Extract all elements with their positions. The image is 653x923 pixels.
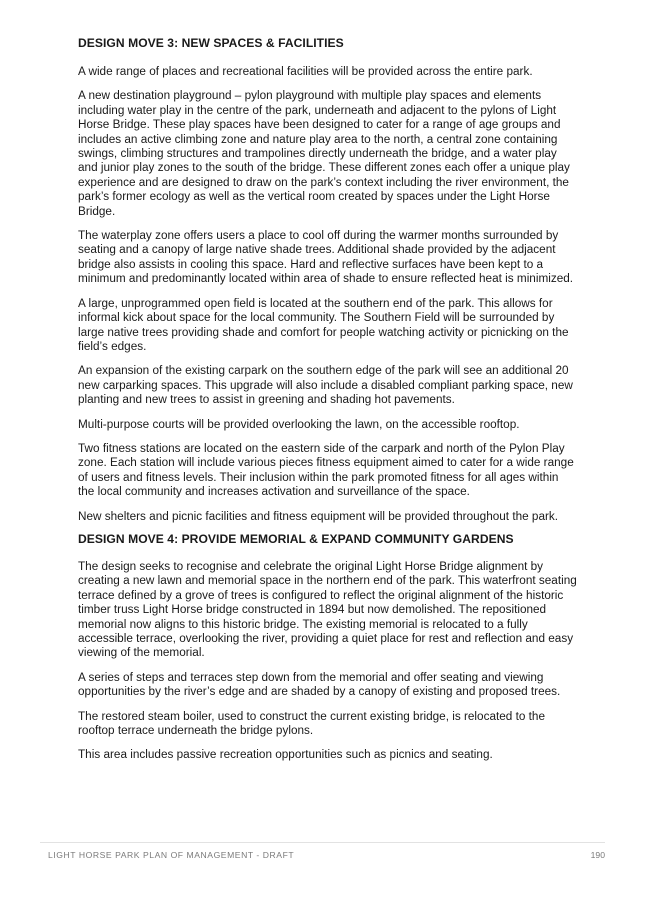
paragraph: A series of steps and terraces step down from the memorial and offer seating and viewing opportunities by the river’s edge and are shaded by a canopy of existing and proposed trees. — [78, 670, 561, 699]
paragraph: The restored steam boiler, used to construct the current existing bridge, is relocated to the rooftop terrace underneath the bridge pylons. — [78, 709, 545, 738]
page-content — [78, 36, 578, 763]
footer-document-title: LIGHT HORSE PARK PLAN OF MANAGEMENT - DRAFT — [48, 850, 295, 860]
footer-divider — [40, 842, 605, 843]
paragraph: An expansion of the existing carpark on the southern edge of the park will see an additional 20 new carparking spaces. This upgrade will also include a disabled compliant parking space, new planting and new trees to assist in greening and shading hot pavements. — [78, 364, 573, 407]
page-number: 190 — [590, 850, 605, 860]
paragraph: The design seeks to recognise and celebrate the original Light Horse Bridge alignment by creating a new lawn and memorial space in the northern end of the park. This waterfront seating terrace defined by a grove of trees is configured to reflect the original alignment of the historic timber truss Light Horse bridge constructed in 1894 but now demolished. The repositioned memorial now aligns to this historic bridge. The existing memorial is relocated to a fully accessible terrace, overlooking the river, providing a quiet place for rest and reflection and easy viewing of the memorial. — [78, 559, 577, 660]
section-heading-design-move-4: DESIGN MOVE 4: PROVIDE MEMORIAL & EXPAND COMMUNITY GARDENS — [78, 531, 514, 546]
paragraph: Multi-purpose courts will be provided overlooking the lawn, on the accessible rooftop. — [78, 417, 520, 431]
paragraph: Two fitness stations are located on the eastern side of the carpark and north of the Pylon Play zone. Each station will include various pieces fitness equipment aimed to cater for a wide range of users and fitness levels. Their inclusion within the park promoted fitness for all ages within the local community and increases activation and surveillance of the space. — [78, 441, 574, 499]
paragraph: A wide range of places and recreational facilities will be provided across the entire park. — [78, 65, 533, 78]
paragraph: A new destination playground – pylon playground with multiple play spaces and elements including water play in the centre of the park, underneath and adjacent to the pylons of Light Horse Bridge. These play spaces have been designed to cater for a range of age groups and includes an active climbing zone and nature play area to the north, a central zone containing swings, climbing structures and trampolines directly underneath the bridge, and a water play and junior play zones to the south of the bridge. These different zones each offer a unique play experience and are designed to draw on the park’s context including the river environment, the park’s former ecology as well as the vertical room created by spaces under the Light Horse Bridge. — [78, 89, 570, 218]
paragraph: New shelters and picnic facilities and fitness equipment will be provided throughout the park. — [78, 509, 559, 523]
section-heading-design-move-3: DESIGN MOVE 3: NEW SPACES & FACILITIES — [78, 36, 344, 50]
paragraph: A large, unprogrammed open field is located at the southern end of the park. This allows for informal kick about space for the local community. The Southern Field will be surrounded by large native trees providing shade and comfort for people watching activity or picnicking on the field’s edges. — [78, 296, 569, 353]
paragraph: The waterplay zone offers users a place to cool off during the warmer months surrounded by seating and a canopy of large native shade trees. Additional shade provided by the adjacent bridge also assists in cooling this space. Hard and reflective surfaces have been kept to a minimum and predominantly located within area of shade to ensure reflected heat is minimized. — [78, 229, 574, 286]
paragraph: This area includes passive recreation opportunities such as picnics and seating. — [78, 748, 493, 762]
